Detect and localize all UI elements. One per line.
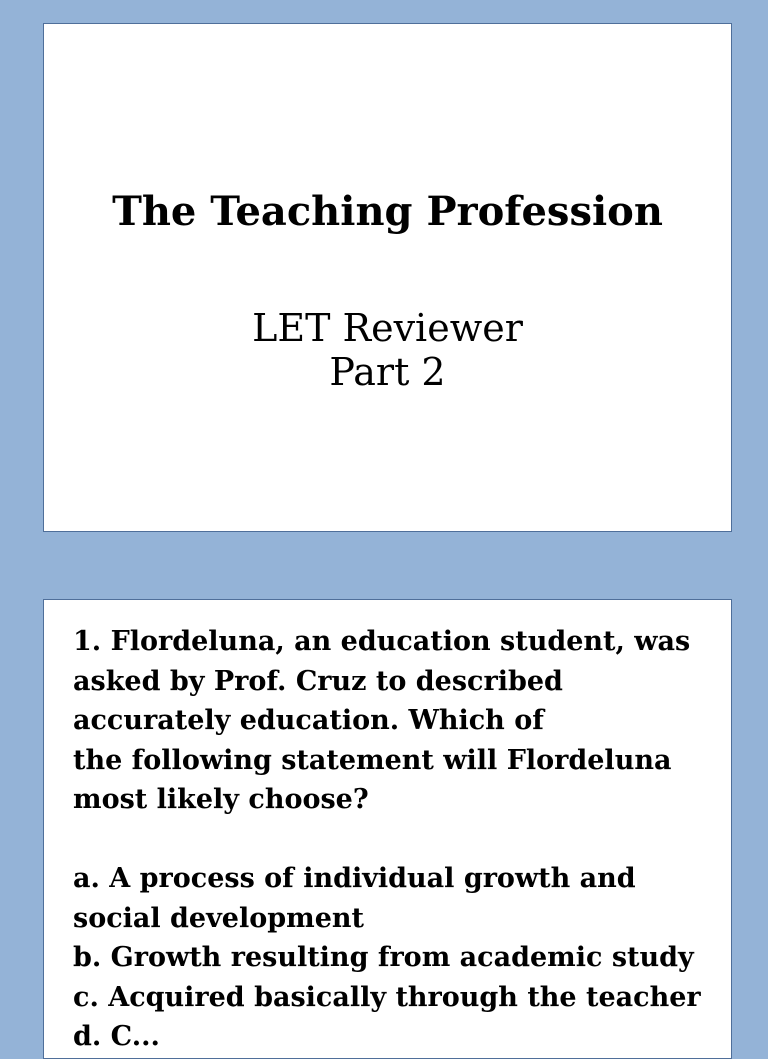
question-line: most likely choose?: [73, 784, 369, 815]
choice-line: social development: [73, 902, 364, 934]
spacer: [73, 820, 711, 860]
subtitle-line: Part 2: [329, 350, 446, 394]
choice-line: b. Growth resulting from academic study: [73, 942, 694, 973]
choice-line: d. C...: [73, 1021, 160, 1052]
question-line: the following statement will Flordeluna: [73, 744, 672, 776]
slide-question-1: [43, 599, 732, 1059]
slide-title: [43, 23, 732, 532]
presentation-title: The Teaching Profession: [112, 188, 663, 235]
choice-line: c. Acquired basically through the teacher: [73, 981, 701, 1013]
subtitle-line: LET Reviewer: [252, 306, 523, 350]
question-body: [73, 622, 711, 1057]
choice-line: a. A process of individual growth and: [73, 863, 636, 894]
question-line: 1. Flordeluna, an education student, was: [73, 626, 691, 657]
question-line: accurately education. Which of: [73, 705, 544, 736]
question-line: asked by Prof. Cruz to described: [73, 665, 563, 697]
presentation-subtitle: [44, 306, 731, 394]
